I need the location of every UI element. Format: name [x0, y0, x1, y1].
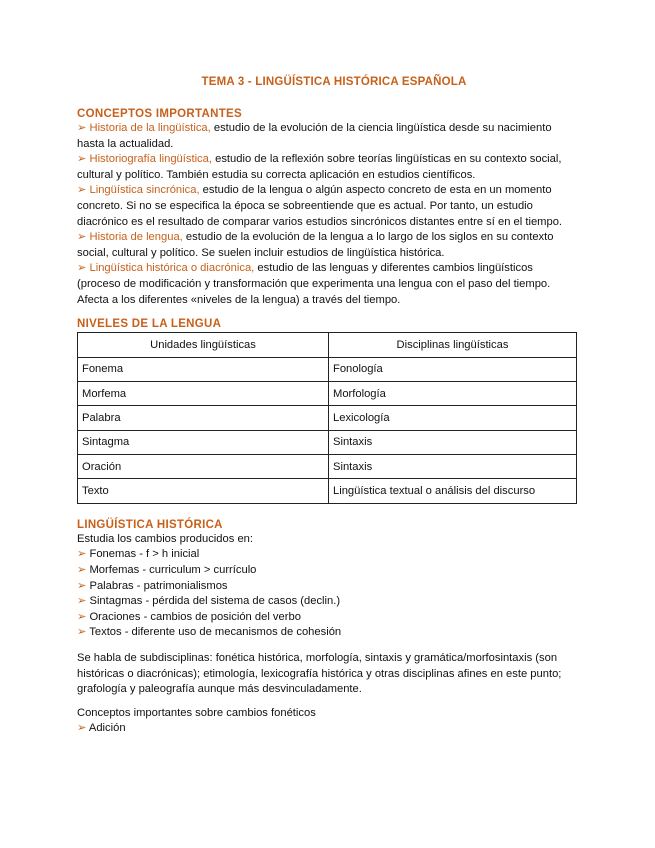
niveles-heading: NIVELES DE LA LENGUA — [77, 318, 222, 331]
list-item — [77, 594, 577, 610]
concept-definition: estudio de las lenguas y diferentes cambios lingüísticos (proceso de modificación y transformación que experimenta una lengua con el paso del tiempo. Afecta a los diferentes «niveles de la lengua) a través del tiempo. — [77, 262, 551, 306]
cell-unidad: Texto — [78, 479, 329, 503]
list-item — [77, 152, 577, 183]
concept-definition: estudio de la reflexión sobre teorías lingüísticas en su contexto social, cultural y político. También estudia su correcta aplicación en estudios científicos. — [77, 153, 562, 181]
subdisciplinas-paragraph: Se habla de subdisciplinas: fonética histórica, morfología, sintaxis y gramática/morfosintaxis (son históricas o diacrónicas); etimología, lexicografía histórica y otras disciplinas afines en este punto; grafología y paleografía aunque más desvinculadamente. — [77, 652, 562, 696]
list-item-text: Sintagmas - pérdida del sistema de casos (declin.) — [89, 595, 341, 608]
arrow-bullet-icon: ➢ — [77, 722, 87, 735]
cell-disciplina: Sintaxis — [329, 455, 577, 479]
list-item-text: Textos - diferente uso de mecanismos de cohesión — [89, 626, 342, 639]
column-header-unidades: Unidades lingüísticas — [78, 333, 329, 357]
historica-intro: Estudia los cambios producidos en: — [77, 532, 253, 545]
table-row — [78, 357, 577, 381]
table-row — [78, 406, 577, 430]
cell-unidad: Sintagma — [78, 430, 329, 454]
list-item-text: Adición — [88, 722, 126, 735]
cell-disciplina: Lexicología — [329, 406, 577, 430]
list-item-text: Oraciones - cambios de posición del verbo — [89, 610, 301, 623]
document-title: TEMA 3 - LINGÜÍSTICA HISTÓRICA ESPAÑOLA — [201, 76, 467, 88]
cell-disciplina: Fonología — [329, 357, 577, 381]
conceptos-list — [77, 121, 577, 308]
arrow-bullet-icon: ➢ — [77, 626, 87, 639]
list-item — [77, 183, 577, 230]
concept-term: Historiografía lingüística, — [89, 153, 212, 166]
arrow-bullet-icon: ➢ — [77, 153, 87, 166]
cell-disciplina: Lingüística textual o análisis del discurso — [329, 479, 577, 503]
concept-term: Lingüística histórica o diacrónica, — [89, 262, 255, 275]
table-row — [78, 381, 577, 405]
arrow-bullet-icon: ➢ — [77, 610, 87, 623]
arrow-bullet-icon: ➢ — [77, 595, 87, 608]
list-item — [77, 625, 577, 641]
arrow-bullet-icon: ➢ — [77, 122, 87, 134]
arrow-bullet-icon: ➢ — [77, 262, 87, 275]
cambios-list — [77, 721, 577, 737]
conceptos-heading: CONCEPTOS IMPORTANTES — [77, 108, 242, 120]
list-item — [77, 261, 577, 308]
arrow-bullet-icon: ➢ — [77, 579, 87, 592]
list-item — [77, 563, 577, 579]
column-header-disciplinas: Disciplinas lingüísticas — [329, 333, 577, 357]
concept-definition: estudio de la evolución de la ciencia lingüística desde su nacimiento hasta la actualidad. — [77, 122, 552, 150]
cell-unidad: Oración — [78, 455, 329, 479]
cell-unidad: Morfema — [78, 381, 329, 405]
arrow-bullet-icon: ➢ — [77, 231, 87, 244]
table-row — [78, 430, 577, 454]
concept-term: Historia de lengua, — [89, 231, 183, 244]
niveles-table — [77, 332, 577, 504]
concept-term: Historia de la lingüística, — [89, 122, 211, 134]
concept-term: Lingüística sincrónica, — [89, 184, 200, 197]
table-row — [78, 479, 577, 503]
list-item — [77, 579, 577, 595]
cell-unidad: Palabra — [78, 406, 329, 430]
list-item-text: Morfemas - curriculum > currículo — [89, 564, 257, 577]
concept-definition: estudio de la evolución de la lengua a lo largo de los siglos en su contexto social, cultural y político. Se suelen incluir estudios de lingüística histórica. — [77, 231, 554, 259]
list-item — [77, 121, 577, 152]
list-item — [77, 230, 577, 261]
list-item-text: Palabras - patrimonialismos — [89, 579, 228, 592]
list-item — [77, 721, 577, 737]
concept-definition: estudio de la lengua o algún aspecto concreto de esta en un momento concreto. Si no se especifica la época se sobreentiende que es actual. Por tanto, un estudio diacrónico es el resultado de comparar varios estudios sincrónicos distantes entre sí en el tiempo. — [77, 184, 563, 228]
cell-unidad: Fonema — [78, 357, 329, 381]
table-header-row — [78, 333, 577, 357]
cell-disciplina: Sintaxis — [329, 430, 577, 454]
arrow-bullet-icon: ➢ — [77, 564, 87, 577]
list-item — [77, 547, 577, 563]
list-item-text: Fonemas - f > h inicial — [89, 548, 200, 561]
list-item — [77, 610, 577, 626]
cell-disciplina: Morfología — [329, 381, 577, 405]
arrow-bullet-icon: ➢ — [77, 184, 87, 197]
table-row — [78, 455, 577, 479]
historica-list — [77, 547, 577, 641]
historica-heading: LINGÜÍSTICA HISTÓRICA — [77, 518, 223, 531]
arrow-bullet-icon: ➢ — [77, 548, 87, 561]
cambios-intro: Conceptos importantes sobre cambios fonéticos — [77, 706, 316, 719]
